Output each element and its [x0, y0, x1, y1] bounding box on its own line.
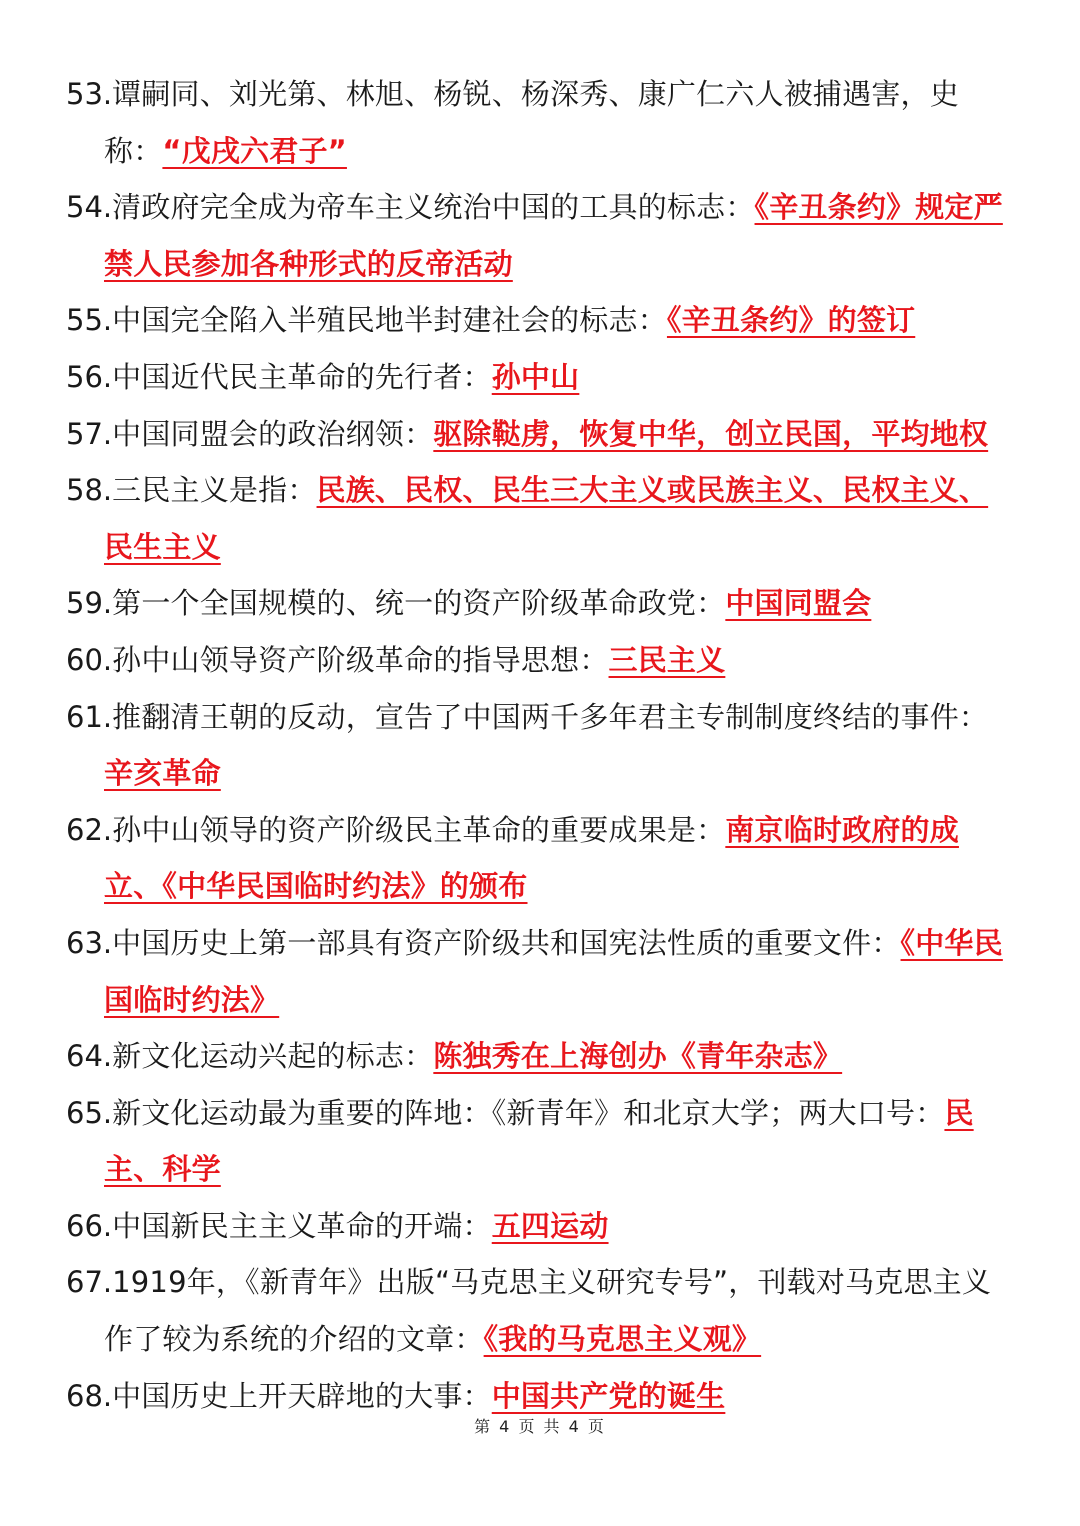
item-question: 1919年，《新青年》出版“马克思主义研究专号”，刊载对马克思主义作了较为系统的介绍的文章：: [104, 1265, 992, 1357]
item-number: 54.: [66, 190, 113, 225]
page-footer: 第 4 页 共 4 页: [474, 1417, 606, 1436]
item-answer: 五四运动: [491, 1208, 609, 1243]
question-list: [66, 66, 1016, 1424]
item-number: 58.: [66, 473, 113, 508]
item-question: 中国历史上第一部具有资产阶级共和国宪法性质的重要文件：: [112, 925, 901, 960]
list-item: [66, 575, 1016, 632]
item-number: 63.: [66, 925, 113, 960]
list-item: [66, 1085, 1016, 1198]
item-number: 61.: [66, 699, 113, 734]
item-question: 谭嗣同、刘光第、林旭、杨锐、杨深秀、康广仁六人被捕遇害，史称：: [104, 77, 959, 168]
list-item: [66, 179, 1016, 292]
item-number: 53.: [66, 77, 113, 111]
list-item: [66, 1254, 1016, 1367]
item-question: 中国历史上开天辟地的大事：: [112, 1378, 492, 1413]
list-item: [66, 66, 1016, 179]
list-item: [66, 292, 1016, 349]
item-answer: 孙中山: [491, 359, 580, 394]
list-item: [66, 915, 1016, 1028]
item-question: 新文化运动兴起的标志：: [112, 1039, 434, 1074]
item-question: 三民主义是指：: [112, 473, 317, 508]
item-number: 57.: [66, 416, 113, 451]
item-answer: 陈独秀在上海创办《青年杂志》: [433, 1039, 843, 1074]
item-answer: 南京临时政府的成立、《中华民国临时约法》的颁布: [104, 812, 959, 904]
item-answer: 民主、科学: [104, 1095, 974, 1187]
item-answer: 辛亥革命: [104, 756, 221, 791]
item-number: 55.: [66, 303, 113, 338]
list-item: [66, 1028, 1016, 1085]
list-item: [66, 349, 1016, 406]
item-answer: 三民主义: [608, 642, 726, 677]
item-question: 中国完全陷入半殖民地半封建社会的标志：: [112, 303, 667, 338]
item-question: 第一个全国规模的、统一的资产阶级革命政党：: [112, 586, 726, 621]
item-answer: 《我的马克思主义观》: [483, 1322, 762, 1357]
item-number: 56.: [66, 359, 113, 394]
item-question: 孙中山领导资产阶级革命的指导思想：: [112, 642, 609, 677]
item-answer: 《辛丑条约》规定严禁人民参加各种形式的反帝活动: [104, 190, 1003, 281]
item-number: 60.: [66, 642, 113, 677]
list-item: [66, 462, 1016, 575]
item-question: 孙中山领导的资产阶级民主革命的重要成果是：: [112, 812, 726, 847]
item-answer: 驱除鞑虏，恢复中华，创立民国，平均地权: [433, 416, 989, 451]
item-number: 62.: [66, 812, 113, 847]
list-item: [66, 1198, 1016, 1255]
item-answer: 中国同盟会: [725, 586, 872, 621]
list-item: [66, 632, 1016, 689]
item-answer: “戊戌六君子”: [162, 133, 347, 168]
item-question: 清政府完全成为帝车主义统治中国的工具的标志：: [112, 190, 755, 225]
list-item: [66, 689, 1016, 802]
item-question: 中国同盟会的政治纲领：: [112, 416, 434, 451]
item-number: 66.: [66, 1208, 113, 1243]
item-answer: 中国共产党的诞生: [491, 1378, 726, 1413]
item-number: 64.: [66, 1039, 113, 1074]
list-item: [66, 802, 1016, 915]
item-question: 中国新民主主义革命的开端：: [112, 1208, 492, 1243]
list-item: [66, 406, 1016, 463]
item-question: 新文化运动最为重要的阵地：《新青年》和北京大学；两大口号：: [112, 1095, 945, 1130]
item-number: 67.: [66, 1265, 113, 1300]
item-question: 推翻清王朝的反动，宣告了中国两千多年君主专制制度终结的事件：: [112, 699, 989, 734]
item-answer: 《辛丑条约》的签订: [666, 303, 916, 338]
item-number: 65.: [66, 1095, 113, 1130]
item-number: 59.: [66, 586, 113, 621]
item-answer: 民族、民权、民生三大主义或民族主义、民权主义、民生主义: [104, 473, 989, 564]
item-number: 68.: [66, 1378, 113, 1413]
item-answer: 《中华民国临时约法》: [104, 925, 1003, 1017]
item-question: 中国近代民主革命的先行者：: [112, 359, 492, 394]
